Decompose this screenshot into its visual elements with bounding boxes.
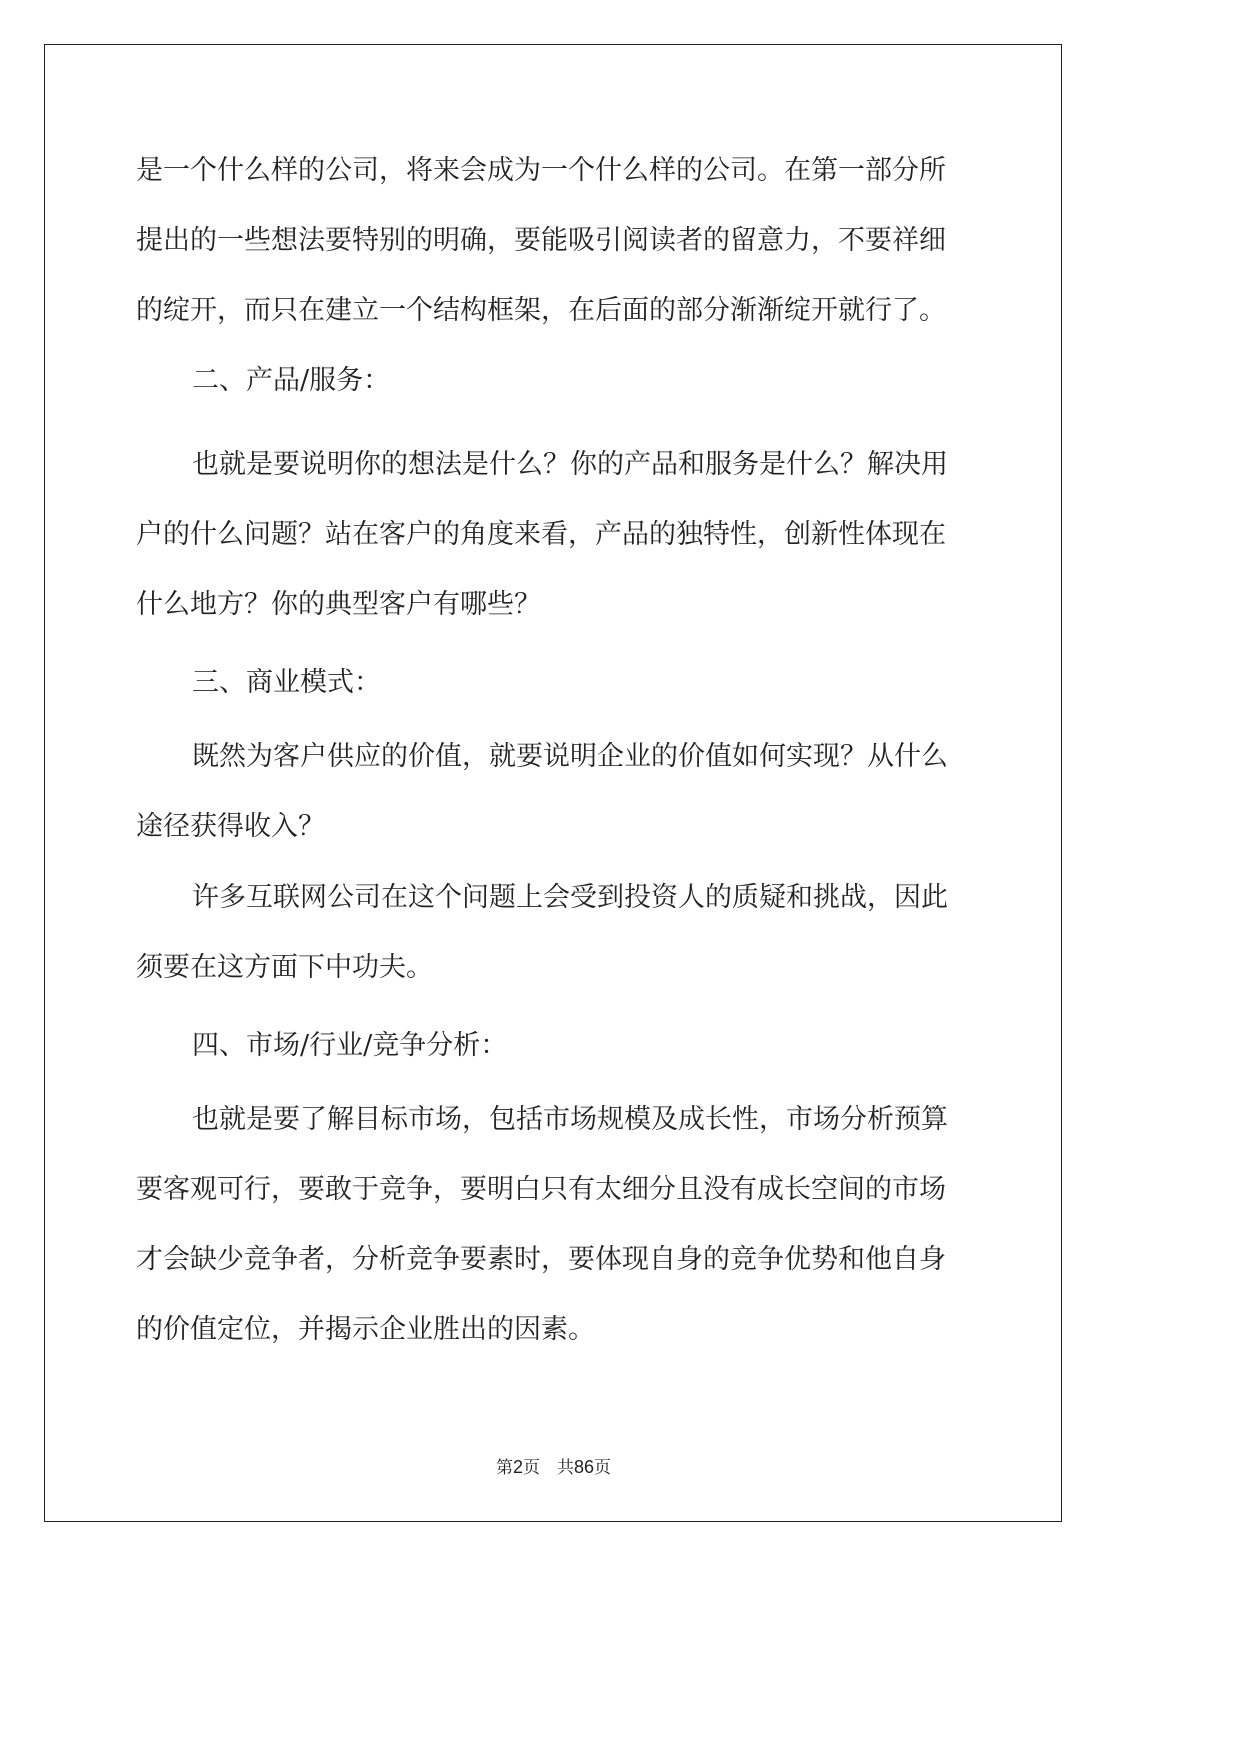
text-line: 须要在这方面下中功夫。 bbox=[136, 952, 433, 983]
text-line: 才会缺少竞争者，分析竞争要素时，要体现自身的竞争优势和他自身 bbox=[136, 1244, 946, 1275]
page-number: 2 bbox=[512, 1457, 523, 1477]
section-heading: 四、市场/行业/竞争分析： bbox=[192, 1030, 508, 1061]
text-line: 什么地方？你的典型客户有哪些？ bbox=[136, 589, 541, 620]
total-prefix: 共 bbox=[556, 1458, 574, 1477]
section-heading: 三、商业模式： bbox=[192, 667, 381, 698]
text-line: 的绽开，而只在建立一个结构框架，在后面的部分渐渐绽开就行了。 bbox=[136, 295, 946, 326]
text-line: 是一个什么样的公司，将来会成为一个什么样的公司。在第一部分所 bbox=[136, 155, 946, 186]
total-suffix: 页 bbox=[594, 1458, 612, 1477]
text-line: 许多互联网公司在这个问题上会受到投资人的质疑和挑战，因此 bbox=[192, 882, 948, 913]
text-line: 的价值定位，并揭示企业胜出的因素。 bbox=[136, 1314, 595, 1345]
text-line: 户的什么问题？站在客户的角度来看，产品的独特性，创新性体现在 bbox=[136, 519, 946, 550]
total-pages: 86 bbox=[573, 1457, 595, 1477]
text-line: 途径获得收入？ bbox=[136, 811, 325, 842]
section-heading: 二、产品/服务： bbox=[192, 365, 391, 396]
text-line: 也就是要了解目标市场，包括市场规模及成长性，市场分析预算 bbox=[192, 1104, 948, 1135]
text-line: 提出的一些想法要特别的明确，要能吸引阅读者的留意力，不要祥细 bbox=[136, 225, 946, 256]
page-prefix: 第 bbox=[495, 1458, 513, 1477]
text-line: 也就是要说明你的想法是什么？你的产品和服务是什么？解决用 bbox=[192, 449, 948, 480]
page-border bbox=[44, 44, 1062, 1522]
page-suffix: 页 bbox=[522, 1458, 540, 1477]
page-footer bbox=[0, 1453, 1107, 1478]
text-line: 既然为客户供应的价值，就要说明企业的价值如何实现？从什么 bbox=[192, 741, 948, 772]
text-line: 要客观可行，要敢于竞争，要明白只有太细分且没有成长空间的市场 bbox=[136, 1174, 946, 1205]
